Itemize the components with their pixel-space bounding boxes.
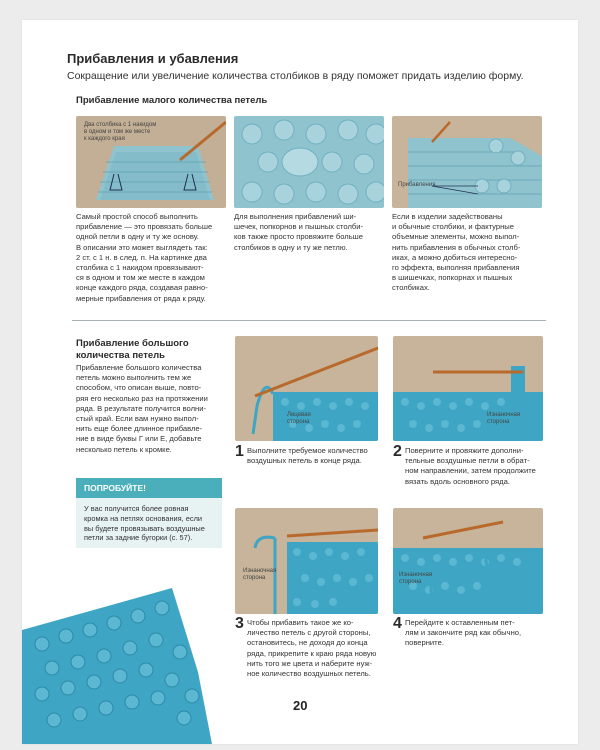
step3-text: Чтобы прибавить такое же ко- личество петель с другой стороны, остановитесь, не доходя до конца ряда, прикрепите к краю ряда новую нить того же цвета и наберите нуж- ное количество воздушных петель.: [247, 618, 377, 679]
step2-photo: [393, 336, 543, 441]
step3-caption: [235, 615, 385, 679]
small-increase-text-1: Самый простой способ выполнить прибавление — это провязать больше одной петли в одну и ту же основу. В описании это может выглядеть так: 2 ст. с 1 н. в след. п. На картинке два столбика с 1 накидом провязывают- ся в одном и том же месте в каждом конце каждого ряда, создавая равно- мерные прибавления от ряда к ряду.: [76, 212, 213, 303]
step3-photo-label: Изнаночная сторона: [243, 568, 277, 581]
step1-caption: [235, 443, 385, 466]
large-increase-text: Прибавление большого количества петель можно выполнить тем же способом, что описан выше, повто- ряя его несколько раз на протяжении ряда. В результате получится волни- стый край. Если вам нужно выпол- нить еще более длинное прибавле- ние в виде буквы Г или Е, добавьте несколько петель к кромке.: [76, 363, 208, 454]
step2-number: 2: [393, 443, 402, 460]
section-divider: [72, 320, 546, 321]
step4-photo-label: Изнаночная сторона: [399, 572, 433, 585]
step4-number: 4: [393, 615, 402, 632]
tip-title: ПОПРОБУЙТЕ!: [76, 478, 222, 498]
step1-text: Выполните требуемое количество воздушных петель в конце ряда.: [247, 446, 368, 466]
step1-photo: [235, 336, 378, 441]
photo-textured-increase: [392, 116, 542, 208]
step2-text: Поверните и провяжите дополни- тельные воздушные петли в обрат- ном направлении, затем продолжите вязать вдоль основного ряда.: [405, 446, 536, 486]
photo-large-swatch: [22, 568, 212, 744]
tip-text: У вас получится более ровная кромка на петлях основания, если вы будете провязывать воздушные петли за задние бугорки (с. 57).: [84, 504, 205, 543]
step3-photo: [235, 508, 378, 614]
step4-caption: [393, 615, 545, 649]
step4-photo: [393, 508, 543, 614]
step3-number: 3: [235, 615, 244, 632]
small-increase-text-2: Для выполнения прибавлений ши- шечек, попкорнов и пышных столби- ков также просто провяжите больше столбиков в одну и ту же петлю.: [234, 212, 364, 252]
section-title: Прибавления и убавления: [67, 51, 239, 66]
small-increase-heading: Прибавление малого количества петель: [76, 95, 268, 106]
step1-number: 1: [235, 443, 244, 460]
photo1-label: Два столбика с 1 накидом в одном и том же месте к каждого края: [84, 122, 157, 142]
page-number: 20: [293, 698, 308, 713]
book-page: [22, 20, 578, 744]
step2-caption: [393, 443, 545, 487]
section-lead: Сокращение или увеличение количества столбиков в ряду поможет придать изделию форму.: [67, 70, 524, 82]
step1-photo-label: Лицевая сторона: [287, 412, 311, 425]
photo-small-increase-swatch: [76, 116, 226, 208]
step2-photo-label: Изнаночная сторона: [487, 412, 521, 425]
tip-box: [76, 478, 222, 548]
photo3-label: Прибавления: [398, 182, 436, 188]
photo-bobble-increase: [234, 116, 384, 208]
small-increase-text-3: Если в изделии задействованы и обычные столбики, и фактурные объемные элементы, можно выпол- нить прибавления в обычных столб- иках, а можно добиться интересно- го эффекта, выполняя прибавления в шишечках, попкорнах и пышных столбиках.: [392, 212, 521, 293]
large-increase-heading: Прибавление большого количества петель: [76, 338, 189, 361]
step4-text: Перейдите к оставленным пет- лям и закончите ряд как обычно, повернитe.: [405, 618, 522, 648]
